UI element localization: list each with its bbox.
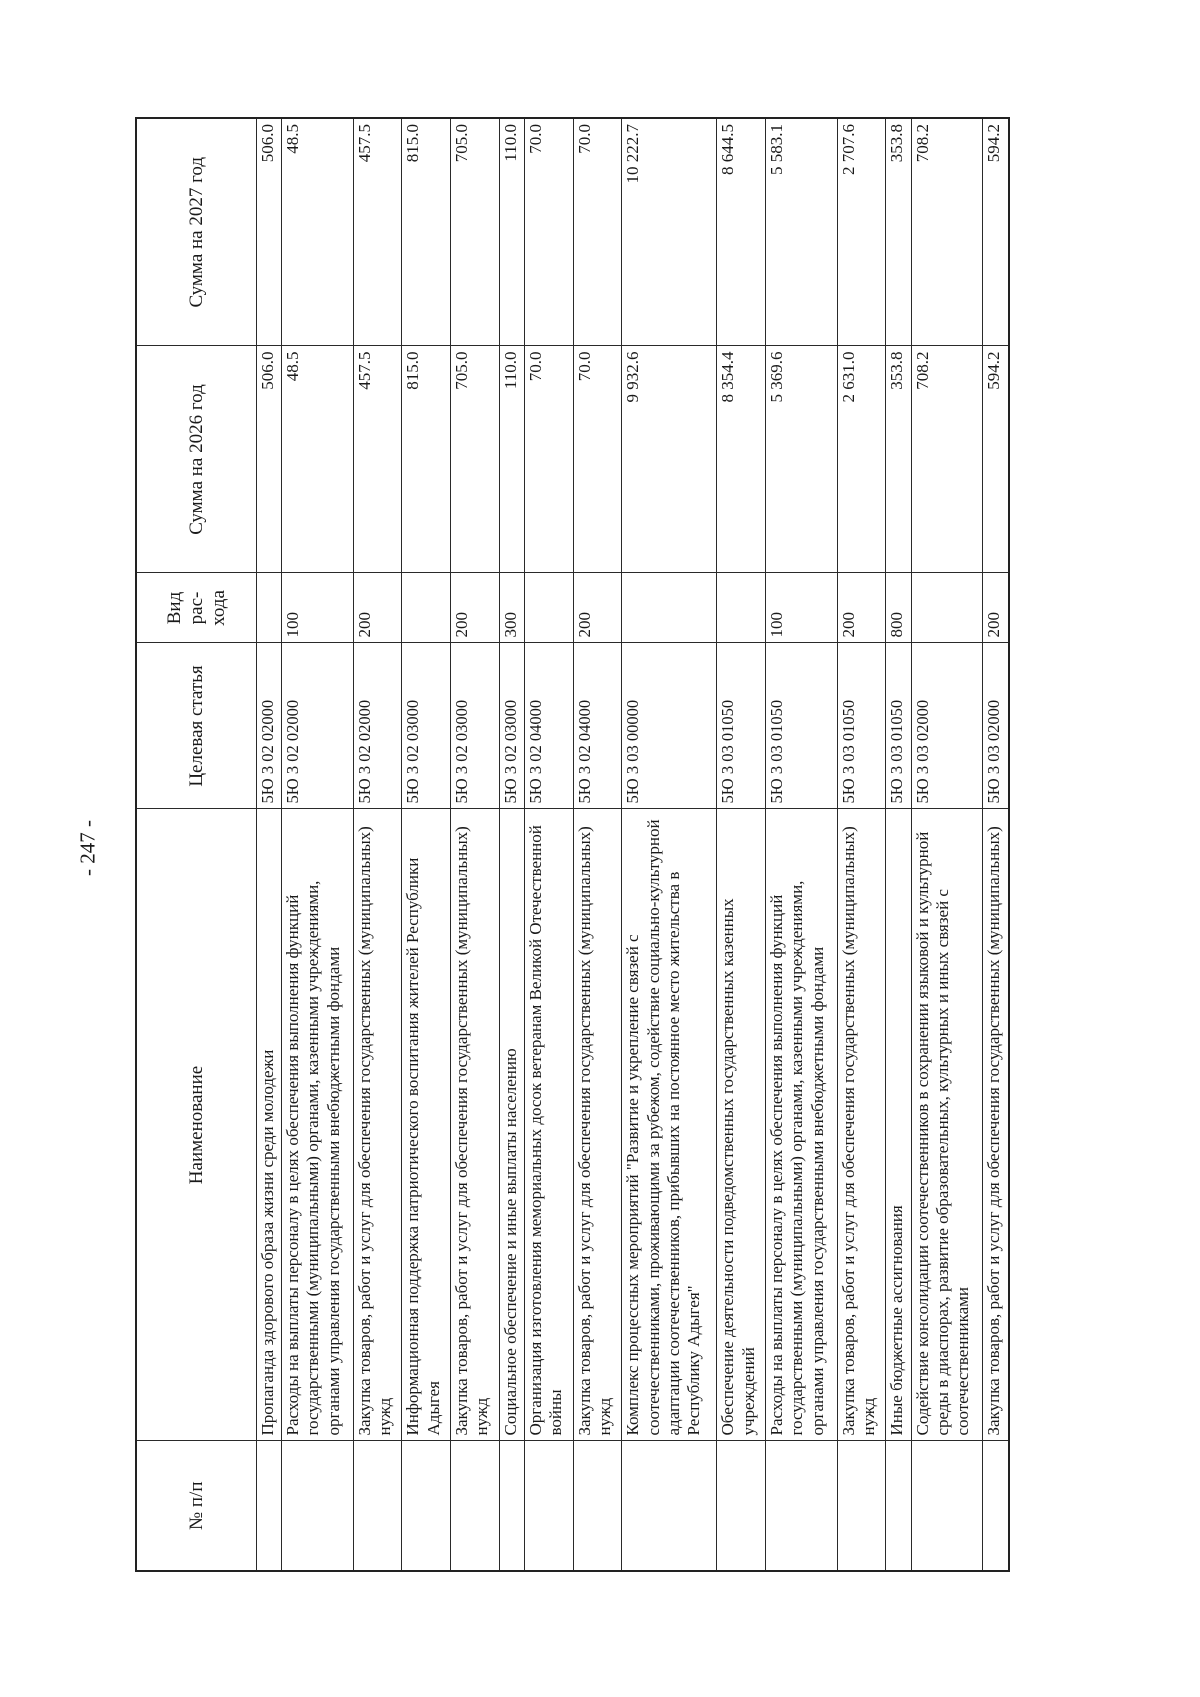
row-sum-2026: 70.0: [524, 346, 573, 573]
row-target-article: 5Ю 3 02 02000: [256, 643, 281, 809]
row-target-article: 5Ю 3 03 01050: [765, 643, 837, 809]
table-row: [450, 118, 499, 1571]
row-expense-type: 200: [983, 573, 1009, 643]
row-name: Пропаганда здорового образа жизни среди молодежи: [256, 809, 281, 1441]
row-sum-2027: 10 222.7: [622, 118, 717, 346]
row-sum-2027: 705.0: [450, 118, 499, 346]
row-sum-2027: 457.5: [353, 118, 402, 346]
table-row: [499, 118, 524, 1571]
row-sum-2027: 594.2: [983, 118, 1009, 346]
table-row: [402, 118, 451, 1571]
table-header-row: [136, 118, 256, 1571]
table-row: [256, 118, 281, 1571]
row-num: [573, 1441, 622, 1571]
row-num: [911, 1441, 983, 1571]
row-expense-type: [717, 573, 766, 643]
rotated-table-container: [135, 119, 1010, 1572]
table-row: [524, 118, 573, 1571]
row-sum-2027: 48.5: [281, 118, 353, 346]
row-sum-2026: 5 369.6: [765, 346, 837, 573]
row-sum-2027: 2 707.6: [837, 118, 886, 346]
row-name: Закупка товаров, работ и услуг для обеспечения государственных (муниципальных) нужд: [573, 809, 622, 1441]
header-num: № п/п: [136, 1441, 256, 1571]
row-sum-2026: 2 631.0: [837, 346, 886, 573]
row-num: [450, 1441, 499, 1571]
row-sum-2026: 815.0: [402, 346, 451, 573]
row-sum-2027: 815.0: [402, 118, 451, 346]
header-article: Целевая статья: [136, 643, 256, 809]
row-name: Расходы на выплаты персоналу в целях обеспечения выполнения функций государственными (муниципальными) органами, казенными учреждениями, органами управления государственными внебюджетными фондами: [281, 809, 353, 1441]
table-row: [983, 118, 1009, 1571]
row-num: [256, 1441, 281, 1571]
row-num: [622, 1441, 717, 1571]
row-num: [983, 1441, 1009, 1571]
row-name: Содействие консолидации соотечественников в сохранении языковой и культурной среды в диаспорах, развитие образовательных, культурных и иных связей с соотечественниками: [911, 809, 983, 1441]
row-num: [886, 1441, 911, 1571]
row-num: [717, 1441, 766, 1571]
row-name: Социальное обеспечение и иные выплаты населению: [499, 809, 524, 1441]
row-target-article: 5Ю 3 02 04000: [524, 643, 573, 809]
table-row: [837, 118, 886, 1571]
row-name: Закупка товаров, работ и услуг для обеспечения государственных (муниципальных) нужд: [450, 809, 499, 1441]
budget-table: [135, 117, 1010, 1572]
row-num: [402, 1441, 451, 1571]
table-row: [573, 118, 622, 1571]
table-row: [353, 118, 402, 1571]
row-expense-type: 100: [765, 573, 837, 643]
row-sum-2027: 708.2: [911, 118, 983, 346]
row-num: [524, 1441, 573, 1571]
row-name: Комплекс процессных мероприятий "Развитие и укрепление связей с соотечественниками, проживающими за рубежом, содействие социально-культурной адаптации соотечественников, прибывших на постоянное место жительства в Республику Адыгея": [622, 809, 717, 1441]
row-sum-2027: 5 583.1: [765, 118, 837, 346]
header-sum-2027: Сумма на 2027 год: [136, 118, 256, 346]
row-expense-type: [256, 573, 281, 643]
row-target-article: 5Ю 3 02 02000: [281, 643, 353, 809]
row-expense-type: [524, 573, 573, 643]
row-target-article: 5Ю 3 03 01050: [837, 643, 886, 809]
row-name: Обеспечение деятельности подведомственных государственных казенных учреждений: [717, 809, 766, 1441]
table-row: [886, 118, 911, 1571]
row-target-article: 5Ю 3 03 02000: [983, 643, 1009, 809]
row-num: [281, 1441, 353, 1571]
row-expense-type: 200: [573, 573, 622, 643]
row-num: [499, 1441, 524, 1571]
row-sum-2026: 8 354.4: [717, 346, 766, 573]
row-name: Закупка товаров, работ и услуг для обеспечения государственных (муниципальных) нужд: [837, 809, 886, 1441]
row-num: [353, 1441, 402, 1571]
row-name: Информационная поддержка патриотического воспитания жителей Республики Адыгея: [402, 809, 451, 1441]
row-name: Организация изготовления мемориальных досок ветеранам Великой Отечественной войны: [524, 809, 573, 1441]
header-name: Наименование: [136, 809, 256, 1441]
row-target-article: 5Ю 3 03 02000: [911, 643, 983, 809]
row-sum-2027: 506.0: [256, 118, 281, 346]
row-name: Закупка товаров, работ и услуг для обеспечения государственных (муниципальных): [983, 809, 1009, 1441]
row-expense-type: 200: [450, 573, 499, 643]
row-expense-type: 200: [353, 573, 402, 643]
row-num: [837, 1441, 886, 1571]
row-sum-2026: 705.0: [450, 346, 499, 573]
row-sum-2026: 353.8: [886, 346, 911, 573]
table-row: [765, 118, 837, 1571]
row-expense-type: 300: [499, 573, 524, 643]
row-sum-2026: 70.0: [573, 346, 622, 573]
row-expense-type: 200: [837, 573, 886, 643]
header-vid: Вид рас-хода: [136, 573, 256, 643]
row-target-article: 5Ю 3 03 01050: [717, 643, 766, 809]
row-target-article: 5Ю 3 02 03000: [499, 643, 524, 809]
row-sum-2026: 506.0: [256, 346, 281, 573]
row-target-article: 5Ю 3 02 02000: [353, 643, 402, 809]
row-sum-2027: 70.0: [573, 118, 622, 346]
row-name: Расходы на выплаты персоналу в целях обеспечения выполнения функций государственными (муниципальными) органами, казенными учреждениями, органами управления государственными внебюджетными фондами: [765, 809, 837, 1441]
row-sum-2027: 70.0: [524, 118, 573, 346]
row-name: Иные бюджетные ассигнования: [886, 809, 911, 1441]
table-row: [622, 118, 717, 1571]
row-expense-type: [622, 573, 717, 643]
row-sum-2027: 110.0: [499, 118, 524, 346]
row-target-article: 5Ю 3 02 03000: [402, 643, 451, 809]
row-sum-2026: 110.0: [499, 346, 524, 573]
row-num: [765, 1441, 837, 1571]
row-sum-2026: 594.2: [983, 346, 1009, 573]
header-sum-2026: Сумма на 2026 год: [136, 346, 256, 573]
row-sum-2027: 8 644.5: [717, 118, 766, 346]
row-name: Закупка товаров, работ и услуг для обеспечения государственных (муниципальных) нужд: [353, 809, 402, 1441]
row-sum-2027: 353.8: [886, 118, 911, 346]
row-target-article: 5Ю 3 02 04000: [573, 643, 622, 809]
row-sum-2026: 457.5: [353, 346, 402, 573]
row-target-article: 5Ю 3 03 00000: [622, 643, 717, 809]
row-target-article: 5Ю 3 02 03000: [450, 643, 499, 809]
row-expense-type: 100: [281, 573, 353, 643]
page-number: - 247 -: [75, 820, 100, 876]
row-expense-type: 800: [886, 573, 911, 643]
table-row: [717, 118, 766, 1571]
table-row: [281, 118, 353, 1571]
row-expense-type: [402, 573, 451, 643]
row-expense-type: [911, 573, 983, 643]
row-sum-2026: 48.5: [281, 346, 353, 573]
table-row: [911, 118, 983, 1571]
row-sum-2026: 708.2: [911, 346, 983, 573]
row-sum-2026: 9 932.6: [622, 346, 717, 573]
row-target-article: 5Ю 3 03 01050: [886, 643, 911, 809]
